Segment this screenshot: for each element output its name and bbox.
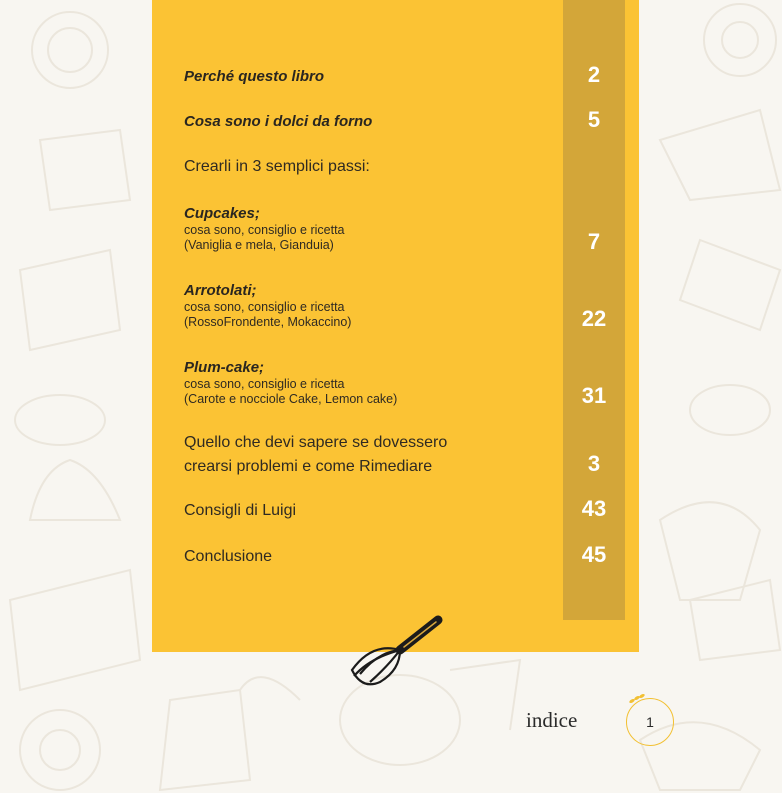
toc-entry-subtitle: cosa sono, consiglio e ricetta (184, 223, 345, 237)
toc-page-number: 22 (581, 306, 607, 331)
toc-entry-title-line: Quello che devi sapere se dovessero (184, 434, 448, 451)
toc-entry-title: Perché questo libro (184, 68, 325, 85)
toc-entry-title-line: crearsi problemi e come Rimediare (184, 458, 433, 475)
toc-entry-conclusione[interactable] (184, 545, 544, 569)
whisk-icon (342, 612, 452, 692)
toc-page-number: 7 (587, 229, 601, 254)
toc-entry-title: Conclusione (184, 548, 273, 565)
page-number: 1 (646, 714, 654, 730)
toc-page-number: 5 (587, 107, 601, 132)
toc-entry-title: Crearli in 3 semplici passi: (184, 158, 370, 175)
toc-entry-subtitle: (Carote e nocciole Cake, Lemon cake) (184, 392, 398, 406)
toc-page-number: 43 (581, 496, 607, 521)
toc-entry-title: Plum-cake; (184, 359, 265, 376)
toc-entry-subtitle: cosa sono, consiglio e ricetta (184, 300, 345, 314)
wheat-icon (626, 692, 650, 706)
toc-page-number: 3 (587, 451, 601, 476)
toc-entry-subtitle: cosa sono, consiglio e ricetta (184, 377, 345, 391)
toc-entry-title: Cupcakes; (184, 205, 260, 222)
toc-entry-subtitle: (Vaniglia e mela, Gianduia) (184, 238, 334, 252)
footer-section-label: indice (526, 708, 578, 732)
toc-entry-arrotolati[interactable] (184, 282, 544, 330)
toc-page-number: 31 (581, 383, 607, 408)
toc-entry-dolci-da-forno[interactable] (184, 113, 544, 131)
toc-section-heading (184, 155, 544, 179)
toc-entry-cupcakes[interactable] (184, 205, 544, 253)
toc-entry-title: Cosa sono i dolci da forno (184, 113, 373, 130)
toc-entry-title: Consigli di Luigi (184, 502, 297, 519)
toc-entry-problemi[interactable] (184, 431, 544, 479)
toc-entry-consigli-luigi[interactable] (184, 499, 544, 523)
toc-page-number: 45 (581, 542, 607, 567)
toc-entry-perche[interactable] (184, 68, 544, 86)
toc-page-number: 2 (587, 62, 601, 87)
toc-entry-subtitle: (RossoFrondente, Mokaccino) (184, 315, 352, 329)
toc-entry-plum-cake[interactable] (184, 359, 544, 407)
toc-entry-title: Arrotolati; (184, 282, 257, 299)
